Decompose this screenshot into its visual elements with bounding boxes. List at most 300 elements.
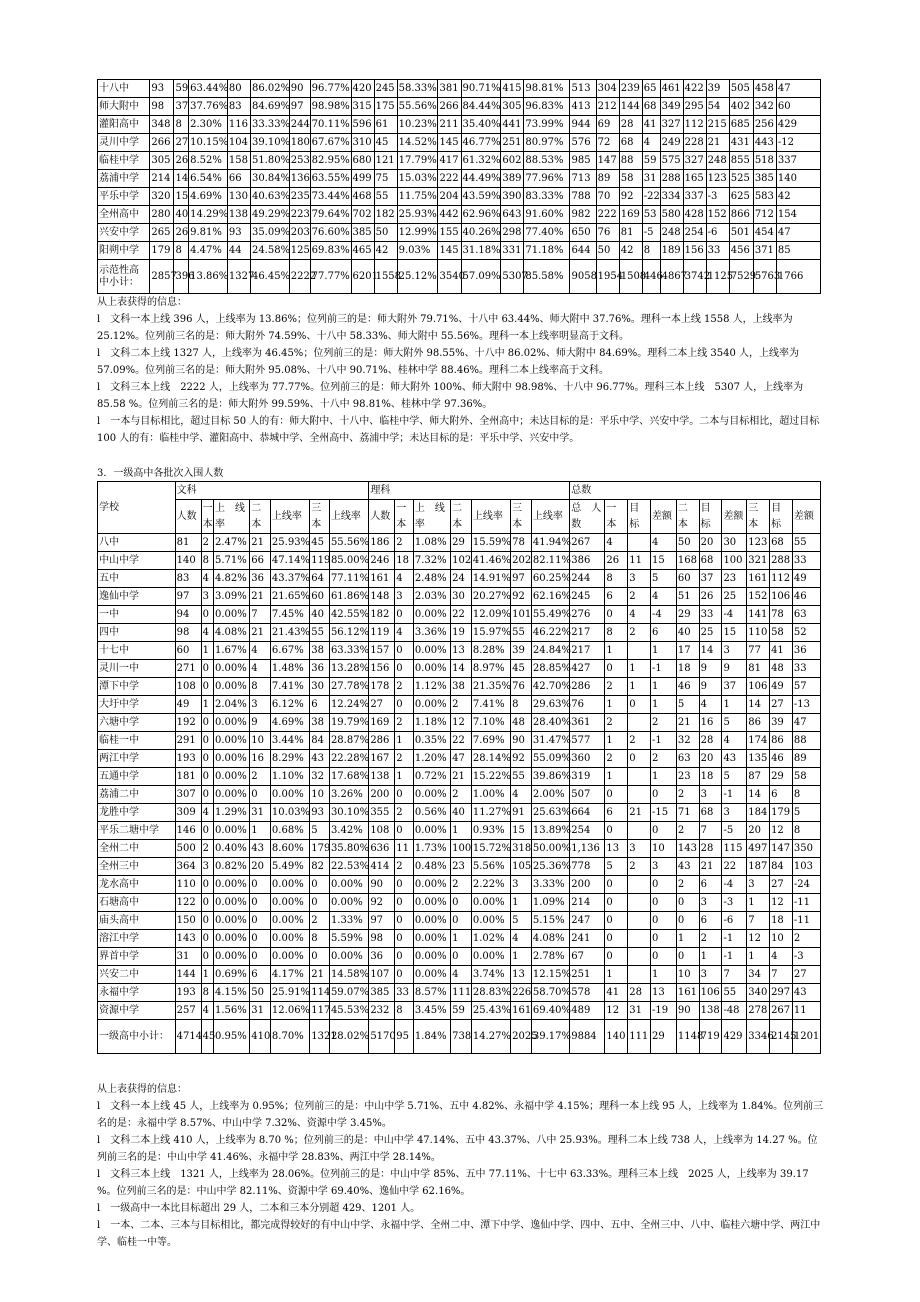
- column-header: 目标: [770, 500, 793, 534]
- value-cell: 82.95%: [310, 152, 351, 170]
- value-cell: 513: [570, 80, 596, 98]
- value-cell: 93: [150, 80, 174, 98]
- value-cell: 1: [201, 966, 213, 984]
- value-cell: 0: [605, 876, 628, 894]
- table-row: [98, 152, 821, 170]
- value-cell: 68: [699, 552, 722, 570]
- value-cell: 217: [570, 624, 605, 642]
- value-cell: 33.33%: [250, 116, 289, 134]
- value-cell: 577: [570, 732, 605, 750]
- value-cell: 4714: [175, 1020, 201, 1054]
- value-cell: 4: [201, 804, 213, 822]
- value-cell: 89: [792, 750, 820, 768]
- value-cell: 4.08%: [531, 930, 569, 948]
- value-cell: 381: [438, 80, 461, 98]
- value-cell: 8: [201, 552, 213, 570]
- value-cell: 69.40%: [531, 1002, 569, 1020]
- table-row: [98, 206, 821, 224]
- value-cell: 0: [395, 966, 414, 984]
- value-cell: 9: [699, 660, 722, 678]
- value-cell: 145: [438, 134, 461, 152]
- value-cell: 0.00%: [413, 696, 450, 714]
- value-cell: 364: [175, 858, 201, 876]
- value-cell: 21: [451, 768, 472, 786]
- school-name-cell: 逸仙中学: [98, 588, 176, 606]
- value-cell: -22: [642, 188, 660, 206]
- value-cell: 1: [650, 642, 676, 660]
- value-cell: 55.49%: [531, 606, 569, 624]
- value-cell: 8.70%: [270, 1020, 309, 1054]
- value-cell: 4.82%: [213, 570, 249, 588]
- value-cell: 602: [501, 152, 524, 170]
- value-cell: 9: [722, 660, 747, 678]
- value-cell: 0: [650, 930, 676, 948]
- value-cell: 72: [596, 134, 619, 152]
- value-cell: 650: [570, 224, 596, 242]
- column-header: 目标: [699, 500, 722, 534]
- value-cell: 101: [511, 606, 532, 624]
- value-cell: 1: [395, 768, 414, 786]
- value-cell: 1: [451, 930, 472, 948]
- header-wenke: 文科: [175, 482, 369, 500]
- value-cell: 4: [628, 606, 651, 624]
- value-cell: 788: [570, 188, 596, 206]
- value-cell: 15.22%: [471, 768, 510, 786]
- value-cell: 13: [451, 642, 472, 660]
- value-cell: 12.24%: [329, 696, 368, 714]
- school-name-cell: 全州高中: [98, 206, 150, 224]
- section-heading: 3．一级高中各批次入围人数: [97, 468, 224, 479]
- value-cell: 83: [175, 570, 201, 588]
- value-cell: 14: [174, 170, 189, 188]
- value-cell: 5: [511, 912, 532, 930]
- table-row: [98, 1002, 821, 1020]
- value-cell: 5307: [501, 260, 524, 294]
- value-cell: 31.18%: [461, 242, 501, 260]
- column-header: 二本: [250, 500, 271, 534]
- value-cell: 8: [792, 786, 820, 804]
- value-cell: 0: [395, 912, 414, 930]
- school-name-cell: 五通中学: [98, 768, 176, 786]
- value-cell: 140: [175, 552, 201, 570]
- table-row: [98, 1020, 821, 1054]
- school-name-cell: 十八中: [98, 80, 150, 98]
- value-cell: 0: [395, 786, 414, 804]
- value-cell: 0: [605, 948, 628, 966]
- value-cell: 29: [650, 1020, 676, 1054]
- value-cell: 33: [706, 242, 729, 260]
- value-cell: 0: [201, 606, 213, 624]
- value-cell: 320: [150, 188, 174, 206]
- value-cell: 5.15%: [531, 912, 569, 930]
- school-name-cell: 荔浦中学: [98, 170, 150, 188]
- value-cell: 321: [747, 552, 770, 570]
- value-cell: 33: [792, 552, 820, 570]
- value-cell: 3.74%: [471, 966, 510, 984]
- value-cell: 2.00%: [531, 786, 569, 804]
- value-cell: 59: [174, 80, 189, 98]
- value-cell: -6: [722, 912, 747, 930]
- value-cell: 179: [770, 804, 793, 822]
- value-cell: 81: [619, 224, 642, 242]
- value-cell: 29: [770, 768, 793, 786]
- column-header: 上线率: [531, 500, 569, 534]
- value-cell: 97: [175, 588, 201, 606]
- value-cell: 6: [310, 696, 330, 714]
- value-cell: 169: [369, 714, 395, 732]
- value-cell: 4.08%: [213, 624, 249, 642]
- value-cell: 28: [619, 116, 642, 134]
- value-cell: 0: [650, 912, 676, 930]
- school-name-cell: 庙头高中: [98, 912, 176, 930]
- value-cell: 46.22%: [531, 624, 569, 642]
- value-cell: 17: [676, 642, 699, 660]
- value-cell: 0: [650, 948, 676, 966]
- value-cell: 193: [175, 984, 201, 1002]
- value-cell: 84: [310, 732, 330, 750]
- value-cell: 2: [650, 750, 676, 768]
- value-cell: 1: [628, 660, 651, 678]
- value-cell: 0: [201, 660, 213, 678]
- value-cell: 2.48%: [413, 570, 450, 588]
- value-cell: 90: [676, 1002, 699, 1020]
- value-cell: 14.91%: [471, 570, 510, 588]
- table-row: [98, 876, 821, 894]
- value-cell: 428: [683, 206, 706, 224]
- value-cell: -3: [722, 894, 747, 912]
- value-cell: 28.02%: [329, 1020, 368, 1054]
- value-cell: 20: [747, 822, 770, 840]
- value-cell: 168: [676, 552, 699, 570]
- value-cell: 1: [605, 768, 628, 786]
- value-cell: -15: [650, 804, 676, 822]
- value-cell: 98: [175, 624, 201, 642]
- value-cell: 0: [676, 948, 699, 966]
- value-cell: 10: [676, 966, 699, 984]
- value-cell: 30: [722, 534, 747, 552]
- value-cell: 15.97%: [471, 624, 510, 642]
- value-cell: 8: [605, 570, 628, 588]
- value-cell: 31: [250, 804, 271, 822]
- value-cell: 12: [770, 822, 793, 840]
- value-cell: 20: [699, 750, 722, 768]
- value-cell: 36: [250, 570, 271, 588]
- value-cell: 175: [374, 98, 397, 116]
- value-cell: 155: [438, 224, 461, 242]
- value-cell: 45: [511, 660, 532, 678]
- value-cell: 245: [570, 588, 605, 606]
- value-cell: 0.00%: [413, 930, 450, 948]
- value-cell: 55: [511, 624, 532, 642]
- value-cell: 39: [770, 714, 793, 732]
- value-cell: 489: [570, 1002, 605, 1020]
- value-cell: 0.40%: [213, 840, 249, 858]
- value-cell: 11: [792, 1002, 820, 1020]
- value-cell: 0.00%: [413, 948, 450, 966]
- value-cell: 138: [699, 1002, 722, 1020]
- value-cell: 62.16%: [531, 588, 569, 606]
- value-cell: 8: [174, 242, 189, 260]
- value-cell: 3: [722, 804, 747, 822]
- value-cell: 90: [369, 876, 395, 894]
- school-name-cell: 临桂中学: [98, 152, 150, 170]
- value-cell: 108: [369, 822, 395, 840]
- column-header: 总 人数: [570, 500, 605, 534]
- value-cell: 0.00%: [213, 678, 249, 696]
- value-cell: 40.26%: [461, 224, 501, 242]
- value-cell: 77: [747, 642, 770, 660]
- value-cell: 112: [770, 570, 793, 588]
- column-header: 上 线率: [413, 500, 450, 534]
- value-cell: -12: [776, 134, 820, 152]
- value-cell: -19: [650, 1002, 676, 1020]
- value-cell: 82: [310, 858, 330, 876]
- value-cell: 98.98%: [310, 98, 351, 116]
- value-cell: 7: [699, 822, 722, 840]
- value-cell: 342: [753, 98, 776, 116]
- value-cell: 0: [395, 642, 414, 660]
- value-cell: 702: [351, 206, 374, 224]
- value-cell: 0: [676, 894, 699, 912]
- column-header: 三本: [747, 500, 770, 534]
- value-cell: 244: [570, 570, 605, 588]
- table-row: [98, 534, 821, 552]
- value-cell: 152: [706, 206, 729, 224]
- value-cell: 1: [605, 966, 628, 984]
- value-cell: 11.75%: [397, 188, 438, 206]
- value-cell: 0.95%: [213, 1020, 249, 1054]
- value-cell: 115: [722, 840, 747, 858]
- value-cell: 49.29%: [250, 206, 289, 224]
- value-cell: 70.11%: [310, 116, 351, 134]
- value-cell: 1: [747, 894, 770, 912]
- value-cell: 257: [175, 1002, 201, 1020]
- value-cell: 3: [201, 858, 213, 876]
- value-cell: 8.52%: [189, 152, 228, 170]
- value-cell: 215: [706, 116, 729, 134]
- value-cell: 1: [650, 678, 676, 696]
- value-cell: 385: [753, 170, 776, 188]
- table-row: [98, 116, 821, 134]
- value-cell: 3: [722, 642, 747, 660]
- value-cell: 1: [395, 732, 414, 750]
- value-cell: 111: [628, 1020, 651, 1054]
- value-cell: 271: [175, 660, 201, 678]
- value-cell: 21: [706, 134, 729, 152]
- value-cell: 1: [605, 642, 628, 660]
- value-cell: 77.11%: [329, 570, 368, 588]
- value-cell: 337: [776, 152, 820, 170]
- value-cell: 10: [770, 930, 793, 948]
- value-cell: 16: [699, 714, 722, 732]
- value-cell: 410: [250, 1020, 271, 1054]
- value-cell: 443: [753, 134, 776, 152]
- table-row: [98, 606, 821, 624]
- value-cell: 385: [369, 984, 395, 1002]
- school-name-cell: 五中: [98, 570, 176, 588]
- school-name-cell: 十七中: [98, 642, 176, 660]
- value-cell: 45: [201, 1020, 213, 1054]
- value-cell: 3.44%: [270, 732, 309, 750]
- value-cell: -48: [722, 1002, 747, 1020]
- table-row: [98, 552, 821, 570]
- value-cell: -3: [706, 188, 729, 206]
- value-cell: 2.22%: [471, 876, 510, 894]
- value-cell: 2.04%: [213, 696, 249, 714]
- value-cell: 248: [660, 224, 683, 242]
- value-cell: 1.08%: [413, 534, 450, 552]
- value-cell: 8: [605, 624, 628, 642]
- value-cell: 117: [310, 1002, 330, 1020]
- value-cell: 30: [451, 588, 472, 606]
- value-cell: 21.43%: [270, 624, 309, 642]
- school-name-cell: 临桂一中: [98, 732, 176, 750]
- value-cell: 68: [699, 804, 722, 822]
- school-name-cell: 兴安中学: [98, 224, 150, 242]
- value-cell: 305: [501, 98, 524, 116]
- value-cell: 179: [310, 840, 330, 858]
- value-cell: 6: [250, 966, 271, 984]
- table-row: [98, 678, 821, 696]
- value-cell: 182: [369, 606, 395, 624]
- value-cell: 27: [792, 966, 820, 984]
- value-cell: 58: [619, 170, 642, 188]
- value-cell: -1: [722, 948, 747, 966]
- value-cell: 0.00%: [413, 660, 450, 678]
- table-row: [98, 624, 821, 642]
- value-cell: 76: [596, 224, 619, 242]
- value-cell: 0.00%: [471, 912, 510, 930]
- value-cell: 202: [511, 552, 532, 570]
- school-name-cell: 示范性高中小计：: [98, 260, 150, 294]
- value-cell: 3: [747, 876, 770, 894]
- value-cell: 106: [699, 984, 722, 1002]
- value-cell: 5: [310, 822, 330, 840]
- value-cell: 644: [570, 242, 596, 260]
- info-item: l 一本与目标相比，超过目标 50 人的有：师大附中、十八中、临桂中学、师大附外、全州高中；未达目标的是：平乐中学、兴安中学。二本与目标相比，超过目标 100 人的有：临桂中学、灌阳高中、恭城中学、全州高中、荔浦中学；未达目标的是：平乐中学、兴安中学。: [97, 416, 820, 444]
- value-cell: 1.56%: [213, 1002, 249, 1020]
- value-cell: 38: [451, 678, 472, 696]
- value-cell: 61.32%: [461, 152, 501, 170]
- value-cell: 253: [289, 152, 310, 170]
- school-name-cell: 大圩中学: [98, 696, 176, 714]
- value-cell: 52: [792, 624, 820, 642]
- value-cell: 88: [792, 732, 820, 750]
- info-title: 从上表获得的信息：: [97, 1084, 187, 1095]
- value-cell: 18: [676, 660, 699, 678]
- value-cell: 427: [570, 660, 605, 678]
- value-cell: 200: [570, 876, 605, 894]
- value-cell: 2: [628, 624, 651, 642]
- value-cell: 712: [753, 206, 776, 224]
- value-cell: 5: [792, 804, 820, 822]
- value-cell: 46: [792, 588, 820, 606]
- value-cell: 180: [289, 134, 310, 152]
- value-cell: 2: [676, 786, 699, 804]
- table-row: [98, 80, 821, 98]
- value-cell: 167: [369, 750, 395, 768]
- value-cell: 58.33%: [397, 80, 438, 98]
- value-cell: 505: [729, 80, 753, 98]
- value-cell: 1: [511, 948, 532, 966]
- value-cell: 0: [201, 732, 213, 750]
- value-cell: 1: [722, 696, 747, 714]
- header-like: 理科: [369, 482, 570, 500]
- value-cell: 13.89%: [531, 822, 569, 840]
- table-row: [98, 804, 821, 822]
- value-cell: 12.99%: [397, 224, 438, 242]
- value-cell: 3: [628, 840, 651, 858]
- value-cell: 2: [650, 714, 676, 732]
- value-cell: 1148: [676, 1020, 699, 1054]
- value-cell: 8: [642, 242, 660, 260]
- value-cell: 4.69%: [189, 188, 228, 206]
- value-cell: 0.93%: [471, 822, 510, 840]
- value-cell: 5.71%: [213, 552, 249, 570]
- table-demo-schools: [97, 79, 821, 294]
- value-cell: 10: [650, 840, 676, 858]
- value-cell: 44.49%: [461, 170, 501, 188]
- value-cell: 16: [250, 750, 271, 768]
- school-name-cell: 六塘中学: [98, 714, 176, 732]
- value-cell: 77.77%: [310, 260, 351, 294]
- value-cell: 147: [596, 152, 619, 170]
- value-cell: 0: [250, 894, 271, 912]
- value-cell: 15: [511, 822, 532, 840]
- value-cell: 111: [451, 984, 472, 1002]
- value-cell: 55: [792, 534, 820, 552]
- value-cell: 78: [511, 534, 532, 552]
- value-cell: 982: [570, 206, 596, 224]
- value-cell: 28.87%: [329, 732, 368, 750]
- table-row: [98, 948, 821, 966]
- value-cell: 442: [438, 206, 461, 224]
- value-cell: 60: [776, 98, 820, 116]
- value-cell: 55: [511, 768, 532, 786]
- value-cell: 82.11%: [531, 552, 569, 570]
- value-cell: 0: [395, 660, 414, 678]
- value-cell: 855: [729, 152, 753, 170]
- value-cell: 165: [683, 170, 706, 188]
- table-row: [98, 134, 821, 152]
- value-cell: 0: [395, 930, 414, 948]
- value-cell: 25.12%: [397, 260, 438, 294]
- value-cell: 422: [683, 80, 706, 98]
- value-cell: 286: [570, 678, 605, 696]
- value-cell: 2.78%: [531, 948, 569, 966]
- value-cell: 0: [605, 930, 628, 948]
- value-cell: 98: [369, 930, 395, 948]
- value-cell: 12.09%: [471, 606, 510, 624]
- value-cell: 178: [369, 678, 395, 696]
- value-cell: 41: [770, 642, 793, 660]
- value-cell: 15: [174, 188, 189, 206]
- value-cell: 247: [570, 912, 605, 930]
- value-cell: 21: [699, 858, 722, 876]
- value-cell: 57.09%: [461, 260, 501, 294]
- value-cell: 2: [250, 768, 271, 786]
- value-cell: 420: [351, 80, 374, 98]
- column-header: 一本: [395, 500, 414, 534]
- value-cell: 265: [150, 224, 174, 242]
- value-cell: 51: [676, 588, 699, 606]
- value-cell: 119: [310, 552, 330, 570]
- table-row: [98, 170, 821, 188]
- value-cell: 59: [642, 152, 660, 170]
- value-cell: 2: [395, 714, 414, 732]
- value-cell: 0: [605, 894, 628, 912]
- value-cell: 66: [227, 170, 250, 188]
